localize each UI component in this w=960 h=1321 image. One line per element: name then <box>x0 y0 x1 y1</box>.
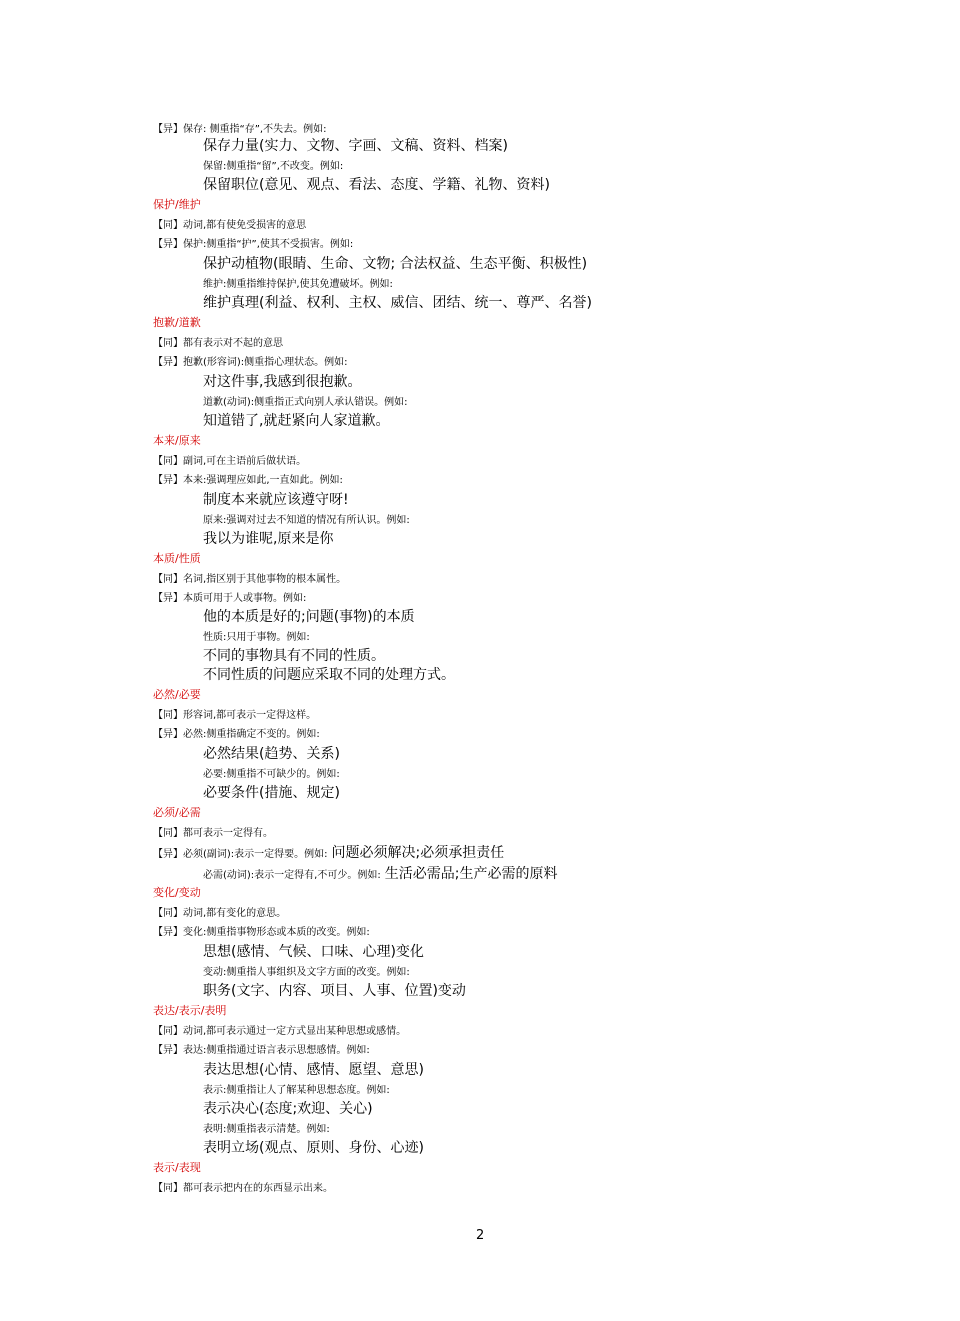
example-text: 维护真理(利益、权利、主权、威信、团结、统一、尊严、名誉) <box>203 295 592 311</box>
example-text: 职务(文字、内容、项目、人事、位置)变动 <box>203 983 466 999</box>
definition-text: 【同】形容词,都可表示一定得这样。 <box>153 710 317 721</box>
definition-text: 【同】名词,指区别于其他事物的根本属性。 <box>153 574 347 585</box>
example-text: 必然结果(趋势、关系) <box>203 746 340 762</box>
example-text: 我以为谁呢,原来是你 <box>203 531 334 547</box>
entry-heading: 表示/表现 <box>153 1161 201 1174</box>
definition-text: 【同】动词,都有变化的意思。 <box>153 908 287 919</box>
definition-text: 道歉(动词):侧重指正式向别人承认错误。例如: <box>203 397 408 408</box>
example-text: 问题必须解决;必须承担责任 <box>331 845 505 861</box>
definition-text: 【同】动词,都可表示通过一定方式显出某种思想或感情。 <box>153 1026 407 1037</box>
example-line <box>153 842 504 862</box>
definition-text: 【异】变化:侧重指事物形态或本质的改变。例如: <box>153 927 370 938</box>
entry-heading: 抱歉/道歉 <box>153 316 201 329</box>
example-text: 思想(感情、气候、口味、心理)变化 <box>203 944 424 960</box>
example-text: 知道错了,就赶紧向人家道歉。 <box>203 413 390 429</box>
example-text: 对这件事,我感到很抱歉。 <box>203 374 362 390</box>
definition-text: 【同】动词,都有使免受损害的意思 <box>153 220 307 231</box>
page-number: 2 <box>476 1228 485 1243</box>
example-text: 他的本质是好的;问题(事物)的本质 <box>203 609 415 625</box>
example-text: 表明立场(观点、原则、身份、心迹) <box>203 1140 424 1156</box>
definition-text: 【同】都可表示一定得有。 <box>153 828 273 839</box>
definition-text: 【异】保存: 侧重指“存”,不失去。例如: <box>153 124 327 135</box>
definition-text: 【异】抱歉(形容词):侧重指心理状态。例如: <box>153 357 348 368</box>
definition-text: 原来:强调对过去不知道的情况有所认识。例如: <box>203 515 410 526</box>
entry-heading: 必然/必要 <box>153 688 201 701</box>
entry-heading: 保护/维护 <box>153 198 201 211</box>
example-text: 必要条件(措施、规定) <box>203 785 340 801</box>
definition-text: 【同】副词,可在主语前后做状语。 <box>153 456 307 467</box>
entry-heading: 本来/原来 <box>153 434 201 447</box>
definition-text: 【异】保护:侧重指“护”,使其不受损害。例如: <box>153 239 354 250</box>
definition-text: 变动:侧重指人事组织及文字方面的改变。例如: <box>203 967 410 978</box>
definition-text: 【异】本质可用于人或事物。例如: <box>153 593 307 604</box>
example-text: 生活必需品;生产必需的原料 <box>384 866 558 882</box>
example-line <box>203 863 557 883</box>
definition-text: 必要:侧重指不可缺少的。例如: <box>203 769 340 780</box>
definition-text: 【同】都可表示把内在的东西显示出来。 <box>153 1183 333 1194</box>
definition-text: 性质:只用于事物。例如: <box>203 632 310 643</box>
definition-text: 维护:侧重指维持保护,使其免遭破坏。例如: <box>203 279 393 290</box>
definition-text: 表示:侧重指让人了解某种思想态度。例如: <box>203 1085 390 1096</box>
example-text: 保护动植物(眼睛、生命、文物; 合法权益、生态平衡、积极性) <box>203 256 588 272</box>
definition-text: 【同】都有表示对不起的意思 <box>153 338 283 349</box>
definition-text: 保留:侧重指“留”,不改变。例如: <box>203 161 344 172</box>
example-text: 保留职位(意见、观点、看法、态度、学籍、礼物、资料) <box>203 177 550 193</box>
entry-heading: 必须/必需 <box>153 806 201 819</box>
definition-text: 【异】表达:侧重指通过语言表示思想感情。例如: <box>153 1045 370 1056</box>
example-text: 保存力量(实力、文物、字画、文稿、资料、档案) <box>203 138 508 154</box>
example-text: 制度本来就应该遵守呀! <box>203 492 349 508</box>
example-text: 表达思想(心情、感情、愿望、意思) <box>203 1062 424 1078</box>
example-text: 表示决心(态度;欢迎、关心) <box>203 1101 373 1117</box>
example-text: 不同的事物具有不同的性质。 <box>203 648 385 664</box>
example-text: 不同性质的问题应采取不同的处理方式。 <box>203 667 455 683</box>
definition-text: 表明:侧重指表示清楚。例如: <box>203 1124 330 1135</box>
entry-heading: 变化/变动 <box>153 886 201 899</box>
definition-text: 【异】必须(副词):表示一定得要。例如: <box>153 849 328 860</box>
entry-heading: 本质/性质 <box>153 552 201 565</box>
definition-text: 【异】本来:强调理应如此,一直如此。例如: <box>153 475 343 486</box>
definition-text: 必需(动词):表示一定得有,不可少。例如: <box>203 870 381 881</box>
entry-heading: 表达/表示/表明 <box>153 1004 227 1017</box>
definition-text: 【异】必然:侧重指确定不变的。例如: <box>153 729 320 740</box>
